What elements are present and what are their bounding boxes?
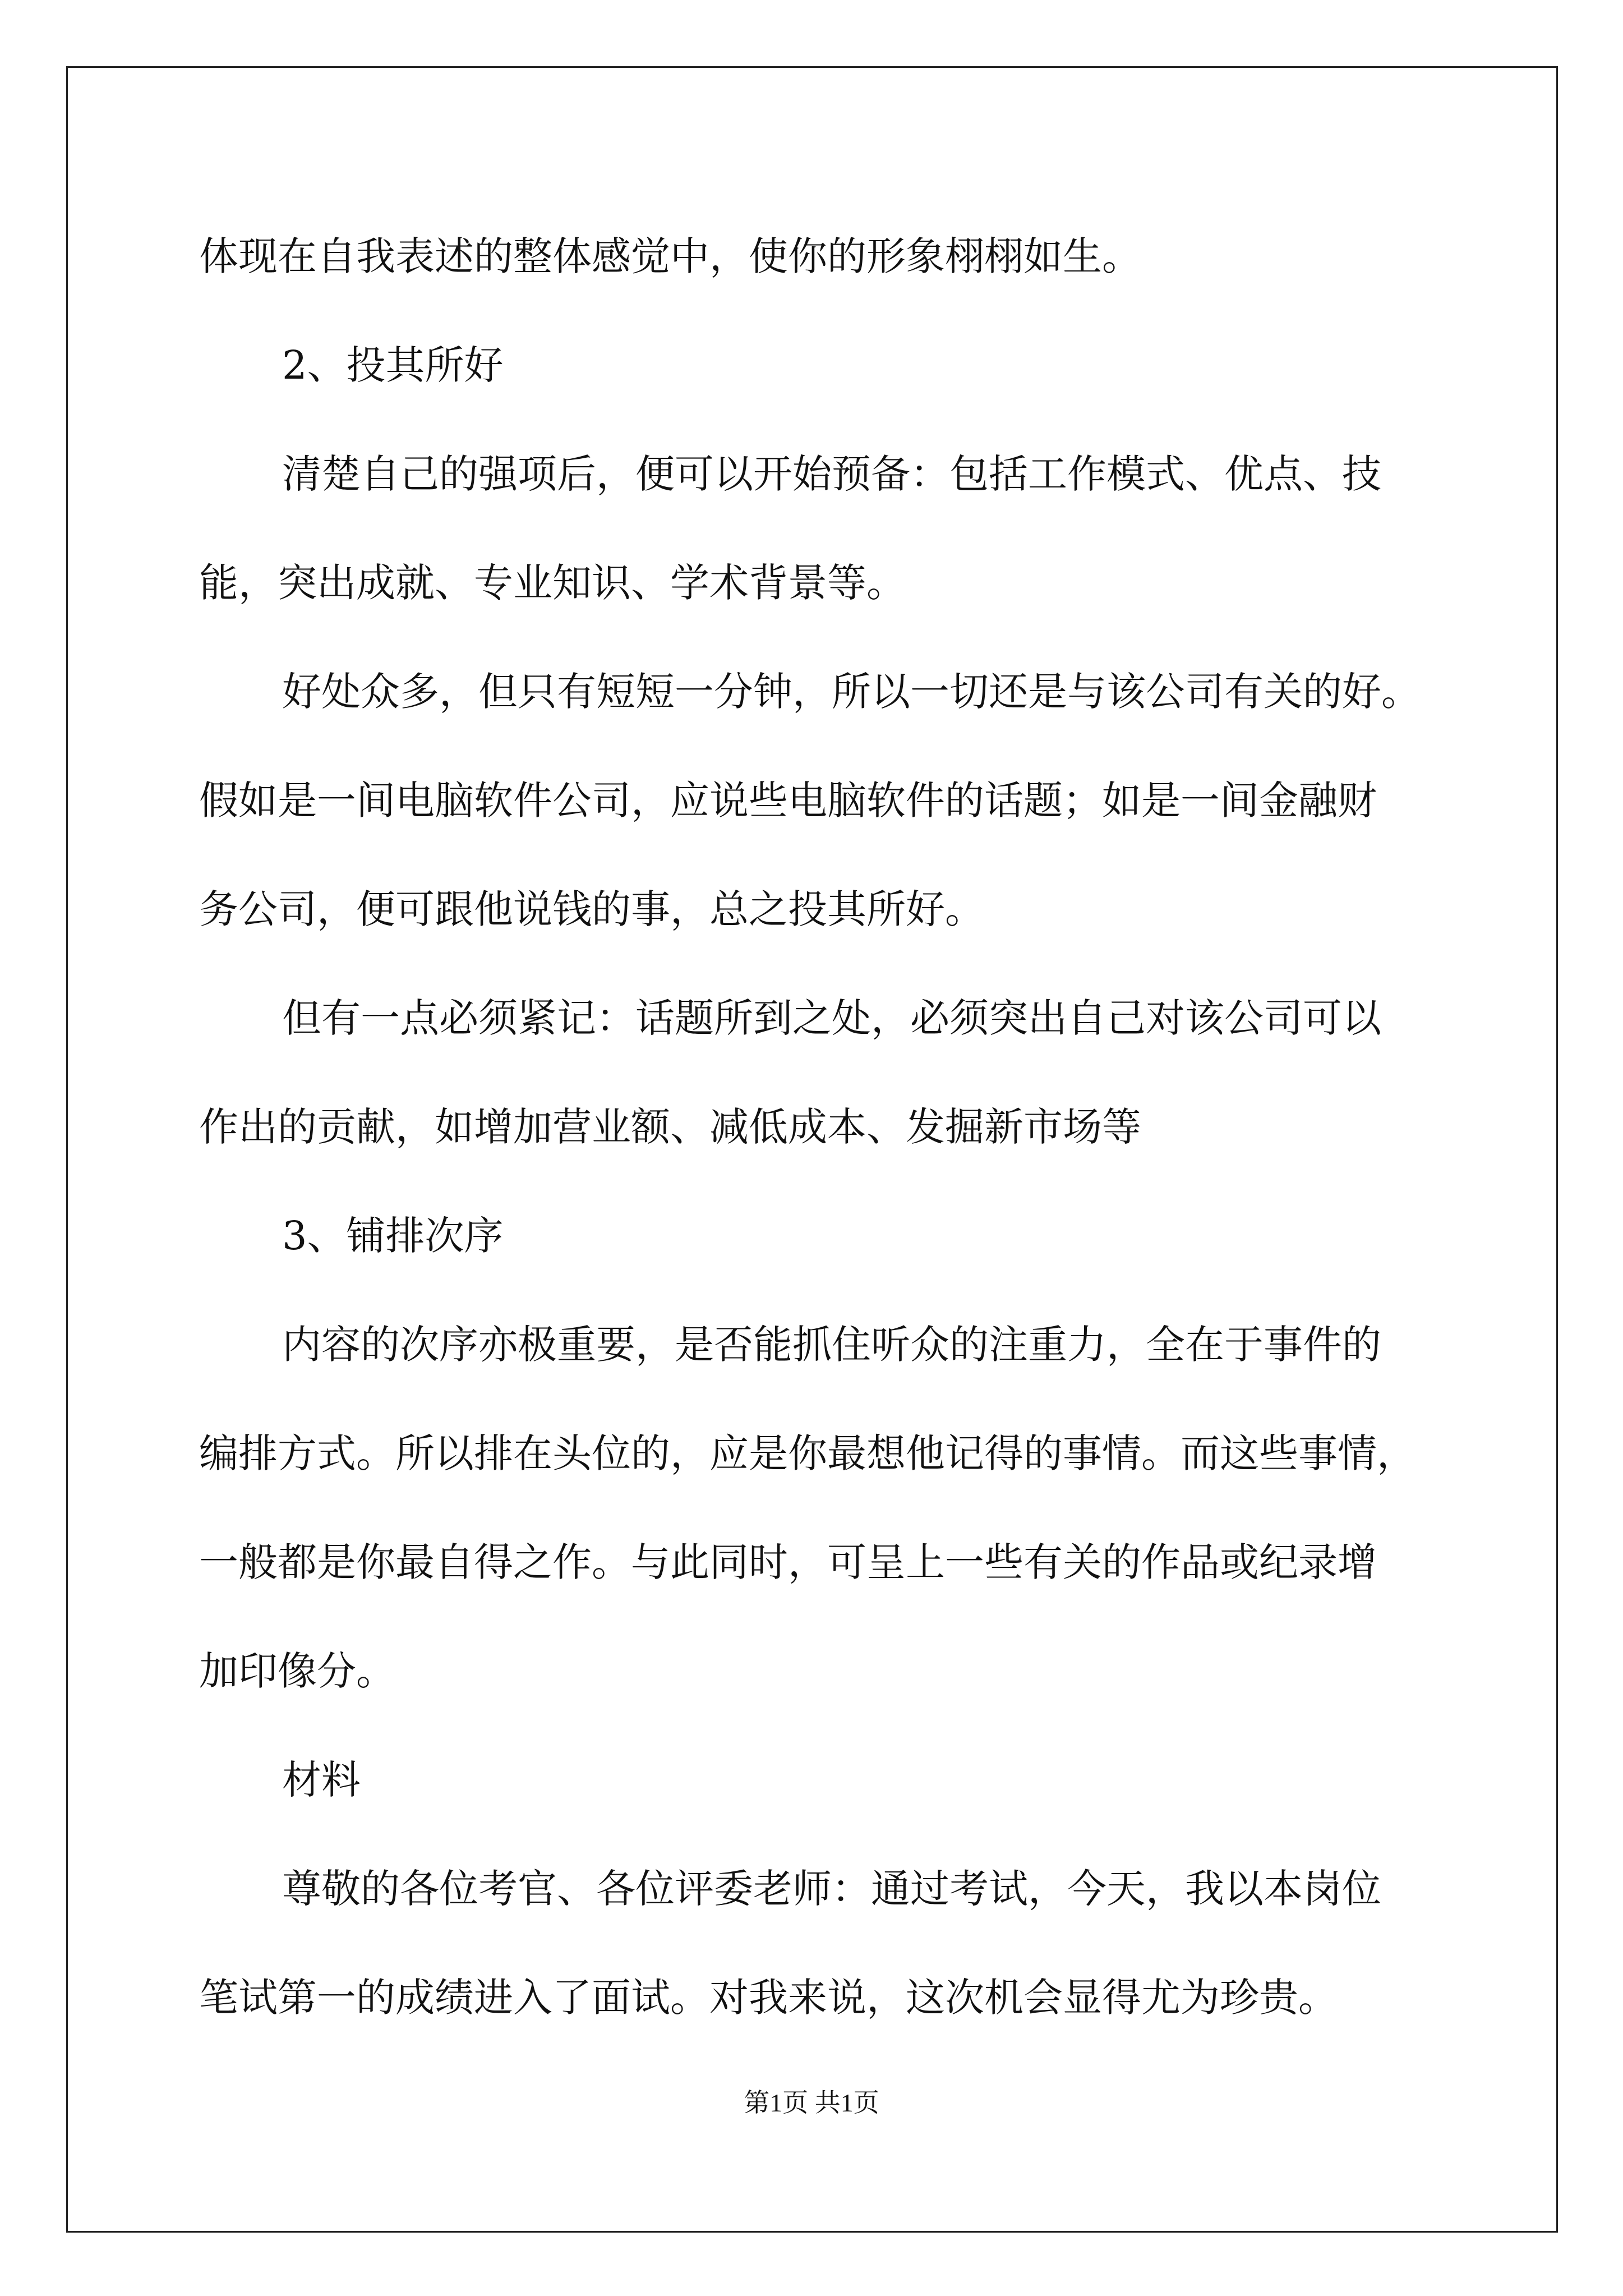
section-heading: 3、铺排次序 <box>282 1213 504 1259</box>
paragraph-line: 编排方式。所以排在头位的，应是你最想他记得的事情。而这些事情， <box>199 1430 1416 1476</box>
section-heading: 材料 <box>282 1757 361 1803</box>
paragraph-line: 作出的贡献，如增加营业额、减低成本、发掘新市场等 <box>199 1104 1141 1150</box>
paragraph-line: 笔试第一的成绩进入了面试。对我来说，这次机会显得尤为珍贵。 <box>199 1975 1338 2021</box>
page-footer <box>0 2082 1623 2119</box>
paragraph-line: 加印像分。 <box>199 1648 395 1694</box>
paragraph-line: 体现在自我表述的整体感觉中，使你的形象栩栩如生。 <box>199 233 1141 279</box>
paragraph-line: 一般都是你最自得之作。与此同时，可呈上一些有关的作品或纪录增 <box>199 1539 1377 1585</box>
paragraph-line: 但有一点必须紧记：话题所到之处，必须突出自己对该公司可以 <box>282 995 1381 1041</box>
paragraph-line: 内容的次序亦极重要，是否能抓住听众的注重力，全在于事件的 <box>282 1322 1381 1368</box>
paragraph-line: 尊敬的各位考官、各位评委老师：通过考试，今天，我以本岗位 <box>282 1866 1381 1912</box>
paragraph-line: 能，突出成就、专业知识、学术背景等。 <box>199 560 906 606</box>
paragraph-line: 假如是一间电脑软件公司，应说些电脑软件的话题；如是一间金融财 <box>199 777 1377 823</box>
page-number-label: 第1页 共1页 <box>744 2088 879 2117</box>
paragraph-line: 清楚自己的强项后，便可以开始预备：包括工作模式、优点、技 <box>282 451 1381 497</box>
section-heading: 2、投其所好 <box>282 342 504 388</box>
paragraph-line: 务公司，便可跟他说钱的事，总之投其所好。 <box>199 886 984 932</box>
paragraph-line: 好处众多，但只有短短一分钟，所以一切还是与该公司有关的好。 <box>282 669 1421 715</box>
document-body <box>199 202 1433 2052</box>
